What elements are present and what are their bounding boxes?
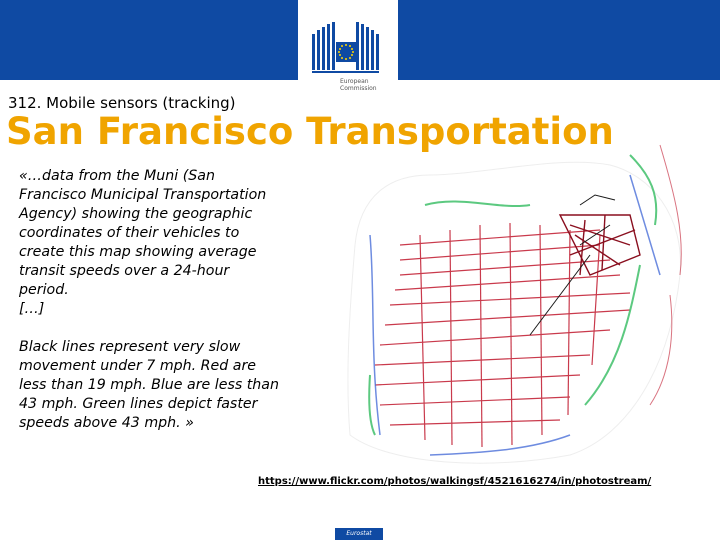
- san-francisco-transit-speed-map: [330, 135, 705, 473]
- eurostat-logo: Eurostat: [335, 528, 383, 540]
- paragraph-quote-start: «…data from the Muni (San Francisco Municipal Transportation Agency) showing the geographic coordinates of their vehicles to create this map showing average transit speeds over a 24-hour period.: [19, 168, 267, 298]
- ec-logo: [298, 0, 398, 104]
- slide-title: San Francisco Transportation: [6, 110, 614, 153]
- slide-body: [19, 167, 279, 433]
- ec-logo-text: [340, 78, 390, 92]
- paragraph-legend: Black lines represent very slow movement under 7 mph. Red are less than 19 mph. Blue are less than 43 mph. Green lines depict faster speeds above 43 mph. »: [19, 339, 279, 431]
- paragraph-gap: [19, 319, 279, 338]
- paragraph-ellipsis: […]: [19, 301, 45, 317]
- slide-subtitle: 312. Mobile sensors (tracking): [8, 94, 236, 112]
- source-link[interactable]: https://www.flickr.com/photos/walkingsf/4521616274/in/photostream/: [258, 476, 652, 487]
- logo-text-line1: European: [340, 78, 369, 85]
- logo-text-line2: Commission: [340, 85, 377, 92]
